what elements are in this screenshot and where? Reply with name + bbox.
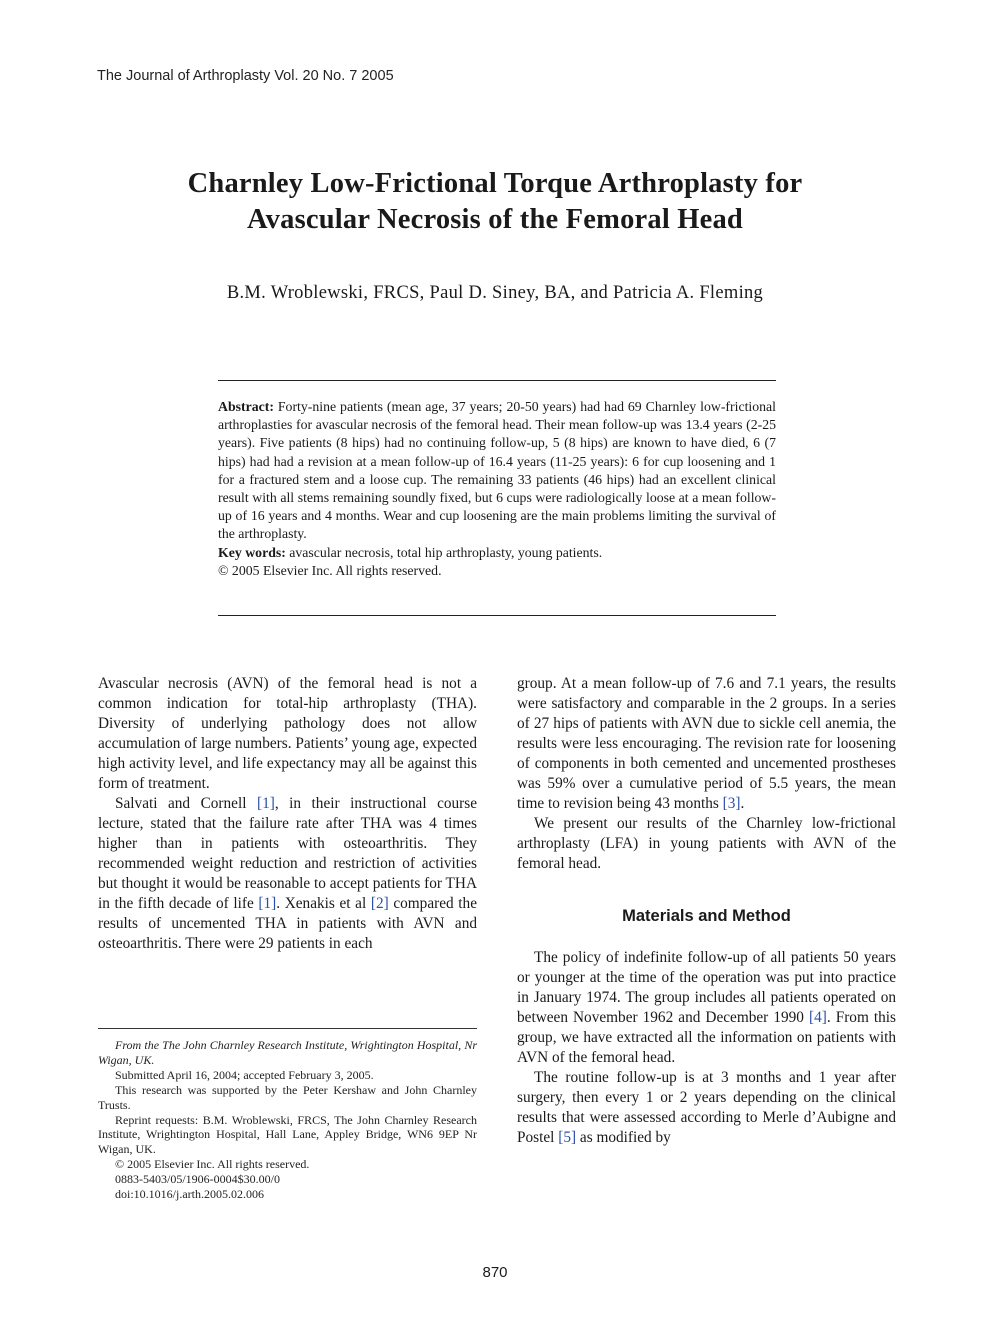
title-line-2: Avascular Necrosis of the Femoral Head <box>247 204 743 235</box>
keywords-paragraph <box>218 544 776 562</box>
footnote-doi: doi:10.1016/j.arth.2005.02.006 <box>115 1187 264 1202</box>
footnote-issn: 0883-5403/05/1906-0004$30.00/0 <box>115 1172 280 1187</box>
intro-paragraph-2: Salvati and Cornell [1], in their instructional course lecture, stated that the failure rate after THA was 4 times higher than in patients with osteoarthritis. They recommended weight reduction and restriction of activities but thought it would be reasonable to accept patients for THA in the fifth decade of life [1]. Xenakis et al [2] compared the results of uncemented THA in patients with AVN and osteoarthritis. There were 29 patients in each <box>98 795 477 952</box>
reference-link-3[interactable]: [3] <box>722 795 741 812</box>
keywords-label: Key words: <box>218 544 286 560</box>
page-number: 870 <box>482 1264 508 1281</box>
reference-link-4[interactable]: [4] <box>808 1009 827 1026</box>
author-list: B.M. Wroblewski, FRCS, Paul D. Siney, BA, and Patricia A. Fleming <box>226 283 764 303</box>
reference-link-1[interactable]: [1] <box>256 795 275 812</box>
footnote-submitted: Submitted April 16, 2004; accepted February 3, 2005. <box>115 1067 374 1082</box>
section-heading-materials: Materials and Method <box>622 907 791 925</box>
footnote-affiliation: From the The John Charnley Research Institute, Wrightington Hospital, Nr Wigan, UK. <box>98 1038 477 1067</box>
abstract-top-rule <box>218 380 776 381</box>
left-column <box>98 674 477 954</box>
abstract-text: Forty-nine patients (mean age, 37 years; 20-50 years) had had 69 Charnley low-frictional arthroplasties for avascular necrosis of the femoral head. Their mean follow-up was 13.4 years (2-25 years). Five patients (8 hips) had no continuing follow-up, 5 (8 hips) are known to have died, 6 (7 hips) had had a revision at a mean follow-up of 16.4 years (11-25 years): 6 for cup loosening and 1 for a fractured stem and a loose cup. The remaining 33 patients (46 hips) had an excellent clinical result with all stems remaining soundly fixed, but 6 cups were radiologically loose at a mean follow-up of 16 years and 4 months. Wear and cup loosening are the main problems limiting the survival of the arthroplasty. <box>218 399 776 542</box>
footnotes <box>98 1038 477 1202</box>
abstract-block <box>218 398 776 580</box>
intro-paragraph-4: We present our results of the Charnley low-frictional arthroplasty (LFA) in young patients with AVN of the femoral head. <box>517 815 896 872</box>
title-line-1: Charnley Low-Frictional Torque Arthroplasty for <box>187 168 803 199</box>
abstract-paragraph <box>218 398 776 544</box>
reference-link-5[interactable]: [5] <box>558 1129 577 1146</box>
methods-paragraph-2: The routine follow-up is at 3 months and 1 year after surgery, then every 1 or 2 years depending on the clinical results that were assessed according to Merle d’Aubigne and Postel [5] as modified by <box>517 1069 896 1146</box>
footnote-copyright: © 2005 Elsevier Inc. All rights reserved. <box>115 1157 310 1172</box>
footnote-support: This research was supported by the Peter Kershaw and John Charnley Trusts. <box>98 1082 477 1112</box>
right-column <box>517 674 896 1148</box>
abstract-label: Abstract: <box>218 399 274 414</box>
intro-paragraph-1: Avascular necrosis (AVN) of the femoral head is not a common indication for total-hip arthroplasty (THA). Diversity of underlying pathology does not allow accumulation of large numbers. Patients’ young age, expected high activity level, and life expectancy may all be against this form of treatment. <box>98 675 477 792</box>
abstract-bottom-rule <box>218 615 776 616</box>
methods-paragraph-1: The policy of indefinite follow-up of all patients 50 years or younger at the time of the operation was put into practice in January 1974. The group includes all patients operated on between November 1962 and December 1990 [4]. From this group, we have extracted all the information on patients with AVN of the femoral head. <box>517 949 896 1066</box>
intro-paragraph-3: group. At a mean follow-up of 7.6 and 7.1 years, the results were satisfactory and comparable in the 2 groups. In a series of 27 hips of patients with AVN due to sickle cell anemia, the results were less encouraging. The revision rate for loosening of components in both cemented and uncemented prostheses was 59% over a cumulative period of 5.5 years, the mean time to revision being 43 months [3]. <box>517 675 896 812</box>
keywords-text: avascular necrosis, total hip arthroplasty, young patients. <box>285 544 603 560</box>
journal-header: The Journal of Arthroplasty Vol. 20 No. 7 2005 <box>97 68 394 84</box>
article-title <box>60 166 930 238</box>
reference-link-1b[interactable]: [1] <box>258 895 277 912</box>
footnote-rule <box>98 1028 477 1029</box>
footnote-reprint: Reprint requests: B.M. Wroblewski, FRCS, The John Charnley Research Institute, Wrightington Hospital, Hall Lane, Appley Bridge, WN6 9EP Nr Wigan, UK. <box>98 1112 477 1157</box>
abstract-copyright: © 2005 Elsevier Inc. All rights reserved. <box>218 562 442 578</box>
reference-link-2[interactable]: [2] <box>370 895 389 912</box>
